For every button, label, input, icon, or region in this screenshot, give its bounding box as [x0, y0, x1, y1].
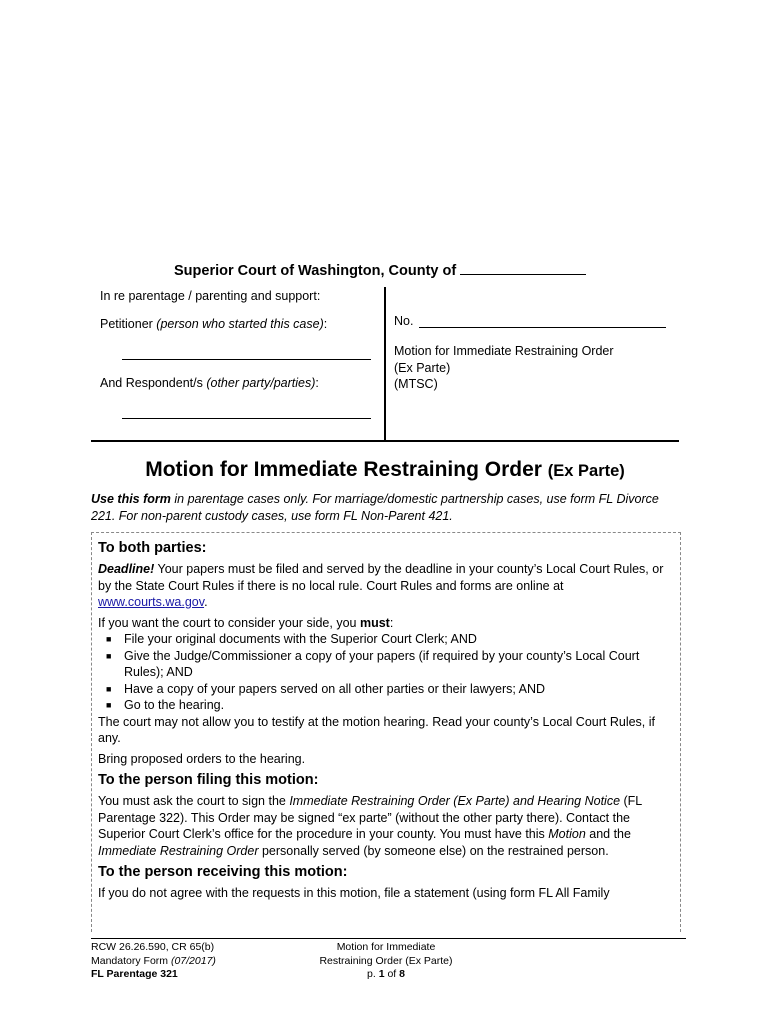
court-title — [174, 262, 586, 279]
must-paragraph — [98, 615, 673, 632]
case-number-line — [419, 327, 666, 328]
page-prefix: p. — [367, 968, 379, 980]
filing-text-5: and the — [585, 827, 631, 841]
intro-paragraph — [91, 491, 681, 525]
page-current: 1 — [378, 968, 385, 980]
respondent-name-line — [122, 418, 371, 419]
respondent-label — [100, 376, 319, 390]
filing-text-2: Immediate Restraining Order (Ex Parte) and Hearing Notice — [289, 794, 621, 808]
page-number — [298, 968, 474, 982]
list-item-text: Go to the hearing. — [124, 698, 225, 712]
filing-text-4: Motion — [548, 827, 586, 841]
footer-form-date: (07/2017) — [170, 954, 216, 967]
deadline-text: Your papers must be filed and served by the deadline in your county’s Local Court Rules, or by the State Court Rules if there is no local rule. Court Rules and forms are online at — [98, 562, 664, 593]
page-title — [0, 458, 770, 482]
respondent-hint: (other party/parties) — [206, 376, 316, 390]
must-intro: If you want the court to consider your side, you — [98, 615, 360, 630]
footer-rcw: RCW 26.26.590, CR 65(b) — [91, 941, 215, 953]
respondent-colon: : — [315, 376, 319, 390]
must-colon: : — [389, 615, 394, 630]
section-heading-receiving: To the person receiving this motion: — [98, 864, 348, 880]
must-word: must — [359, 615, 390, 630]
footer-form-info — [91, 941, 216, 982]
footer-divider — [91, 938, 686, 939]
footer-title-line1: Motion for Immediate — [336, 941, 436, 953]
intro-text: in parentage cases only. For marriage/domestic partnership cases, use form FL Divorce 221. For non-parent custody cases, use form FL Non-Parent 421. — [91, 492, 659, 523]
list-item — [106, 631, 673, 648]
section-heading-filing: To the person filing this motion: — [98, 772, 319, 788]
court-title-text: Superior Court of Washington, County of — [174, 263, 457, 279]
footer-mandatory — [91, 955, 216, 969]
filing-paragraph — [98, 793, 673, 859]
intro-use-bold: Use this form — [91, 492, 171, 506]
petitioner-label — [100, 317, 327, 331]
list-item — [106, 697, 673, 714]
caption-doc-title — [394, 343, 614, 393]
petitioner-name-line — [122, 359, 371, 360]
requirements-list — [106, 631, 673, 714]
list-item — [106, 681, 673, 698]
county-blank-line — [460, 262, 586, 275]
receiving-paragraph: If you do not agree with the requests in this motion, file a statement (using form FL All Family — [98, 886, 610, 900]
caption-doc-title-line1: Motion for Immediate Restraining Order — [394, 344, 614, 358]
respondent-label-text: And Respondent/s — [100, 376, 203, 390]
caption-doc-title-line2: (Ex Parte) — [394, 360, 451, 375]
caption-doc-code: (MTSC) — [394, 377, 438, 391]
list-item-text: Give the Judge/Commissioner a copy of your papers (if required by your county’s Local Court Rules); AND — [124, 648, 640, 679]
page-title-sub: (Ex Parte) — [547, 462, 625, 480]
filing-text-1: You must ask the court to sign the — [98, 794, 290, 808]
filing-text-7: personally served (by someone else) on the restrained person. — [258, 843, 609, 858]
footer-mandatory-label: Mandatory Form — [91, 954, 171, 967]
filing-text-6: Immediate Restraining Order — [98, 843, 259, 858]
deadline-period: . — [204, 595, 208, 609]
in-re-label: In re parentage / parenting and support: — [100, 289, 321, 303]
page-title-main: Motion for Immediate Restraining Order — [145, 458, 542, 481]
instructions-box — [91, 532, 681, 932]
deadline-paragraph — [98, 561, 673, 611]
petitioner-colon: : — [323, 317, 328, 331]
testify-paragraph: The court may not allow you to testify at the motion hearing. Read your county’s Local Court Rules, if any. — [98, 714, 655, 745]
caption-divider — [384, 287, 386, 442]
bring-orders-paragraph: Bring proposed orders to the hearing. — [98, 751, 306, 766]
list-item-text: Have a copy of your papers served on all other parties or their lawyers; AND — [124, 681, 546, 696]
case-caption — [91, 287, 679, 442]
footer-form-id: FL Parentage 321 — [91, 968, 178, 980]
filing-text-3: (FL Parentage 322). This Order may be signed “ex parte” (without the other party there). Contact the Superior Court Clerk’s office for the procedure in your county. You must have this — [98, 794, 642, 841]
deadline-label: Deadline! — [98, 562, 155, 576]
footer-title-line2: Restraining Order (Ex Parte) — [319, 954, 453, 967]
bullet-icon: ■ — [106, 683, 112, 694]
list-item-text: File your original documents with the Superior Court Clerk; AND — [124, 632, 477, 646]
bullet-icon: ■ — [106, 634, 112, 644]
list-item — [106, 648, 673, 681]
petitioner-label-text: Petitioner — [100, 317, 153, 331]
bullet-icon: ■ — [106, 650, 112, 661]
footer-doc-title — [298, 941, 474, 982]
section-heading-both-parties: To both parties: — [98, 540, 207, 556]
page-of: of — [384, 968, 400, 980]
courts-website-link[interactable]: www.courts.wa.gov — [98, 595, 205, 609]
case-number-label: No. — [394, 314, 414, 328]
page-total: 8 — [399, 968, 405, 980]
bullet-icon: ■ — [106, 700, 112, 710]
petitioner-hint: (person who started this case) — [156, 317, 324, 331]
